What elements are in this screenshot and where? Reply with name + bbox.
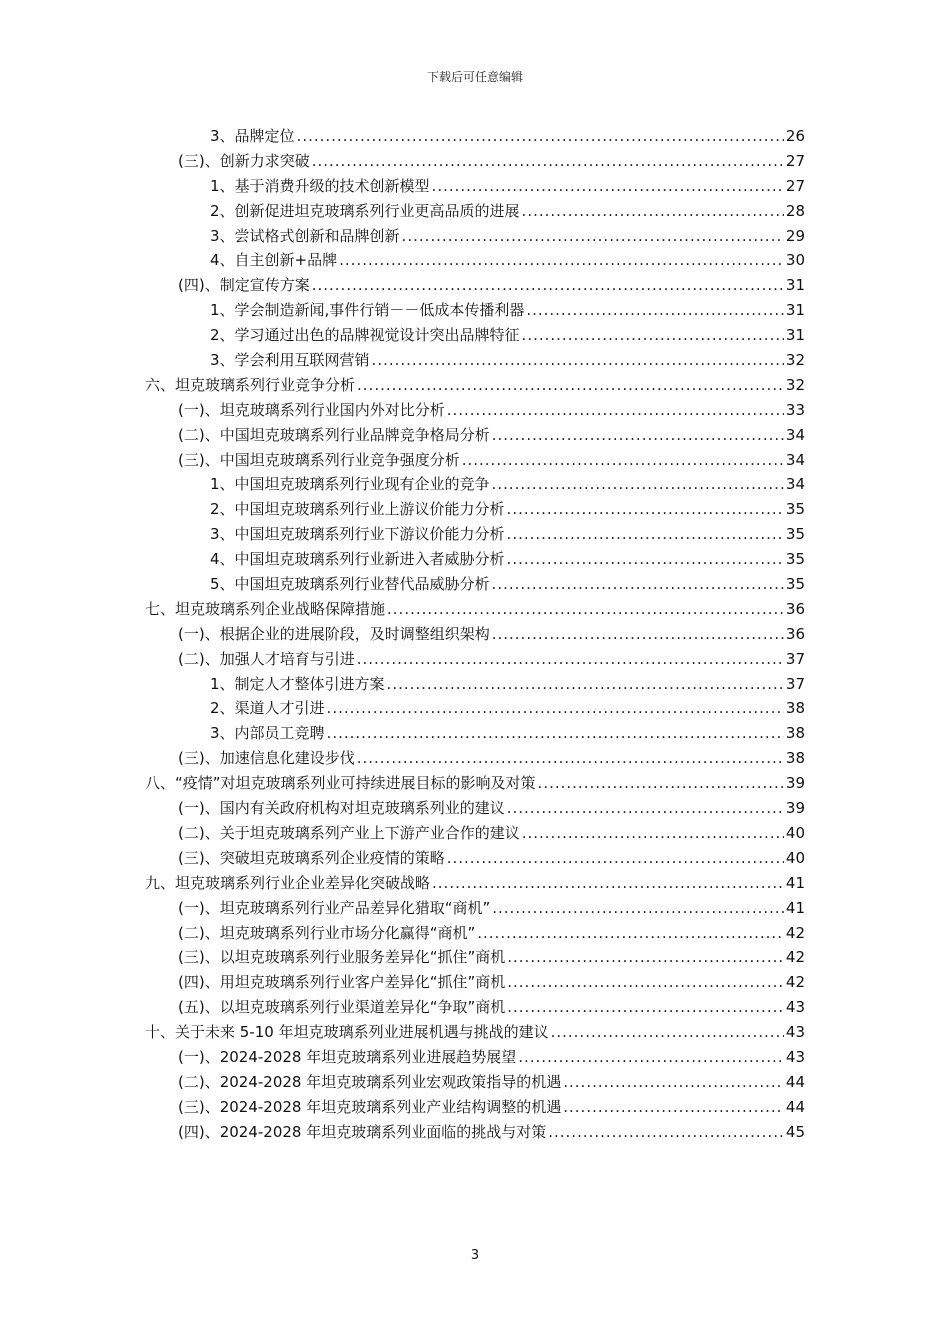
- toc-entry-title: (一)、坦克玻璃系列行业产品差异化猎取“商机”: [178, 898, 491, 917]
- toc-entry-page: 41: [785, 898, 805, 917]
- toc-entry-page: 39: [785, 799, 805, 818]
- toc-entry[interactable]: [0, 796, 950, 821]
- toc-dot-leader: [563, 1095, 784, 1120]
- toc-dot-leader: [477, 921, 784, 946]
- toc-entry-title: (二)、2024-2028 年坦克玻璃系列业宏观政策指导的机遇: [178, 1072, 562, 1091]
- page-header: 下载后可任意编辑: [426, 70, 523, 84]
- toc-entry-title: 3、学会利用互联网营销: [210, 351, 370, 370]
- toc-entry-title: (三)、以坦克玻璃系列行业服务差异化“抓住”商机: [178, 948, 506, 967]
- toc-dot-leader: [387, 597, 784, 622]
- toc-entry-title: (二)、坦克玻璃系列行业市场分化赢得“商机”: [178, 923, 476, 942]
- toc-entry[interactable]: [0, 1045, 950, 1070]
- toc-entry-title: (四)、制定宣传方案: [178, 276, 310, 295]
- toc-entry-title: (四)、用坦克玻璃系列行业客户差异化“抓住”商机: [178, 973, 506, 992]
- toc-entry[interactable]: [0, 224, 950, 249]
- toc-dot-leader: [522, 323, 784, 348]
- toc-dot-leader: [548, 1120, 784, 1145]
- toc-dot-leader: [492, 622, 784, 647]
- toc-entry[interactable]: [0, 672, 950, 697]
- toc-entry-page: 38: [785, 699, 805, 718]
- toc-entry-page: 35: [785, 550, 805, 569]
- toc-entry-page: 33: [785, 400, 805, 419]
- toc-entry[interactable]: [0, 1095, 950, 1120]
- toc-entry-title: (一)、根据企业的进展阶段，及时调整组织架构: [178, 624, 490, 643]
- toc-entry[interactable]: [0, 721, 950, 746]
- toc-entry-title: (一)、国内有关政府机构对坦克玻璃系列业的建议: [178, 799, 505, 818]
- toc-dot-leader: [312, 149, 784, 174]
- toc-entry[interactable]: [0, 423, 950, 448]
- toc-entry[interactable]: [0, 821, 950, 846]
- toc-entry[interactable]: [0, 199, 950, 224]
- toc-entry-title: (二)、中国坦克玻璃系列行业品牌竞争格局分析: [178, 425, 490, 444]
- toc-entry-page: 31: [785, 301, 805, 320]
- toc-dot-leader: [507, 547, 784, 572]
- toc-entry-title: 2、渠道人才引进: [210, 699, 325, 718]
- toc-entry-title: (五)、以坦克玻璃系列行业渠道差异化“争取”商机: [178, 998, 506, 1017]
- toc-dot-leader: [327, 696, 784, 721]
- toc-entry-title: 六、坦克玻璃系列行业竞争分析: [145, 375, 356, 394]
- toc-entry-page: 39: [785, 774, 805, 793]
- toc-entry-title: 七、坦克玻璃系列企业战略保障措施: [145, 599, 386, 618]
- toc-entry-page: 42: [785, 923, 805, 942]
- toc-entry[interactable]: [0, 597, 950, 622]
- toc-entry-page: 42: [785, 973, 805, 992]
- toc-entry[interactable]: [0, 771, 950, 796]
- toc-entry-page: 37: [785, 674, 805, 693]
- toc-entry[interactable]: [0, 1120, 950, 1145]
- toc-entry[interactable]: [0, 398, 950, 423]
- toc-entry[interactable]: [0, 572, 950, 597]
- toc-dot-leader: [526, 298, 784, 323]
- toc-dot-leader: [538, 771, 784, 796]
- toc-entry-title: 4、自主创新+品牌: [210, 251, 338, 270]
- toc-entry-title: 4、中国坦克玻璃系列行业新进入者威胁分析: [210, 550, 505, 569]
- toc-dot-leader: [522, 821, 784, 846]
- toc-entry-title: 2、学习通过出色的品牌视觉设计突出品牌特征: [210, 326, 520, 345]
- toc-entry[interactable]: [0, 896, 950, 921]
- toc-dot-leader: [507, 796, 784, 821]
- toc-dot-leader: [357, 647, 784, 672]
- toc-entry-title: (一)、2024-2028 年坦克玻璃系列业进展趋势展望: [178, 1047, 517, 1066]
- toc-entry-page: 34: [785, 475, 805, 494]
- toc-entry-page: 29: [785, 226, 805, 245]
- toc-entry[interactable]: [0, 647, 950, 672]
- toc-entry[interactable]: [0, 846, 950, 871]
- toc-dot-leader: [447, 846, 784, 871]
- toc-entry-title: 3、尝试格式创新和品牌创新: [210, 226, 400, 245]
- toc-entry[interactable]: [0, 323, 950, 348]
- toc-entry-page: 27: [785, 151, 805, 170]
- toc-dot-leader: [518, 1045, 784, 1070]
- toc-dot-leader: [339, 248, 784, 273]
- toc-dot-leader: [432, 174, 784, 199]
- toc-entry[interactable]: [0, 174, 950, 199]
- toc-entry-title: 十、关于未来 5-10 年坦克玻璃系列业进展机遇与挑战的建议: [145, 1023, 549, 1042]
- toc-entry[interactable]: [0, 522, 950, 547]
- toc-entry-page: 40: [785, 848, 805, 867]
- toc-dot-leader: [522, 199, 784, 224]
- toc-entry-title: (三)、中国坦克玻璃系列行业竞争强度分析: [178, 450, 460, 469]
- toc-entry-page: 40: [785, 823, 805, 842]
- toc-entry-page: 27: [785, 176, 805, 195]
- toc-entry-page: 45: [785, 1122, 805, 1141]
- toc-entry-page: 36: [785, 599, 805, 618]
- toc-entry-page: 35: [785, 575, 805, 594]
- toc-entry-title: (三)、加速信息化建设步伐: [178, 749, 355, 768]
- toc-entry-page: 32: [785, 351, 805, 370]
- toc-entry-page: 34: [785, 425, 805, 444]
- toc-entry[interactable]: [0, 149, 950, 174]
- toc-entry-page: 44: [785, 1072, 805, 1091]
- toc-entry-title: 3、内部员工竞聘: [210, 724, 325, 743]
- toc-entry-title: (四)、2024-2028 年坦克玻璃系列业面临的挑战与对策: [178, 1122, 547, 1141]
- toc-entry-page: 38: [785, 749, 805, 768]
- toc-dot-leader: [447, 398, 784, 423]
- toc-entry-page: 32: [785, 375, 805, 394]
- toc-dot-leader: [312, 273, 784, 298]
- toc-entry-page: 42: [785, 948, 805, 967]
- toc-entry[interactable]: [0, 273, 950, 298]
- toc-entry-page: 41: [785, 873, 805, 892]
- toc-entry-page: 30: [785, 251, 805, 270]
- toc-entry-title: 2、中国坦克玻璃系列行业上游议价能力分析: [210, 500, 505, 519]
- toc-entry[interactable]: [0, 373, 950, 398]
- toc-entry-title: 5、中国坦克玻璃系列行业替代品威胁分析: [210, 575, 490, 594]
- toc-entry-page: 36: [785, 624, 805, 643]
- toc-entry[interactable]: [0, 248, 950, 273]
- toc-entry-title: (三)、创新力求突破: [178, 151, 310, 170]
- toc-dot-leader: [372, 348, 784, 373]
- toc-entry[interactable]: [0, 945, 950, 970]
- toc-dot-leader: [492, 896, 784, 921]
- toc-entry-page: 31: [785, 276, 805, 295]
- toc-entry[interactable]: [0, 348, 950, 373]
- toc-dot-leader: [327, 721, 784, 746]
- toc-entry[interactable]: [0, 871, 950, 896]
- toc-dot-leader: [492, 423, 784, 448]
- toc-entry-title: 3、中国坦克玻璃系列行业下游议价能力分析: [210, 525, 505, 544]
- toc-entry[interactable]: [0, 448, 950, 473]
- toc-entry[interactable]: [0, 298, 950, 323]
- toc-entry[interactable]: [0, 970, 950, 995]
- toc-dot-leader: [357, 373, 784, 398]
- toc-entry-page: 37: [785, 649, 805, 668]
- toc-entry-title: 1、中国坦克玻璃系列行业现有企业的竞争: [210, 475, 490, 494]
- toc-dot-leader: [507, 497, 784, 522]
- toc-entry[interactable]: [0, 1070, 950, 1095]
- toc-dot-leader: [357, 746, 784, 771]
- toc-entry-page: 43: [785, 998, 805, 1017]
- toc-entry-title: 1、制定人才整体引进方案: [210, 674, 385, 693]
- toc-entry-page: 31: [785, 326, 805, 345]
- toc-entry-title: 2、创新促进坦克玻璃系列行业更高品质的进展: [210, 201, 520, 220]
- toc-dot-leader: [507, 970, 784, 995]
- toc-entry[interactable]: [0, 622, 950, 647]
- toc-entry[interactable]: [0, 497, 950, 522]
- toc-entry-title: (三)、突破坦克玻璃系列企业疫情的策略: [178, 848, 445, 867]
- toc-dot-leader: [507, 522, 784, 547]
- toc-dot-leader: [507, 945, 784, 970]
- toc-entry-page: 43: [785, 1047, 805, 1066]
- toc-dot-leader: [492, 472, 784, 497]
- toc-entry-page: 35: [785, 500, 805, 519]
- toc-dot-leader: [507, 995, 784, 1020]
- toc-dot-leader: [402, 224, 784, 249]
- toc-dot-leader: [432, 871, 784, 896]
- toc-entry-title: 3、品牌定位: [210, 127, 295, 145]
- toc-entry[interactable]: [0, 746, 950, 771]
- toc-entry-page: 26: [785, 127, 805, 145]
- toc-entry-page: 35: [785, 525, 805, 544]
- toc-dot-leader: [297, 124, 784, 149]
- toc-dot-leader: [563, 1070, 784, 1095]
- toc-dot-leader: [492, 572, 784, 597]
- toc-entry-title: 九、坦克玻璃系列行业企业差异化突破战略: [145, 873, 431, 892]
- toc-entry[interactable]: [0, 124, 950, 149]
- toc-entry[interactable]: [0, 472, 950, 497]
- toc-entry-title: (一)、坦克玻璃系列行业国内外对比分析: [178, 400, 445, 419]
- toc-entry-page: 43: [785, 1023, 805, 1042]
- toc-entry-title: 1、学会制造新闻,事件行销－－低成本传播利器: [210, 301, 525, 320]
- toc-dot-leader: [387, 672, 784, 697]
- toc-entry-title: 1、基于消费升级的技术创新模型: [210, 176, 430, 195]
- toc-dot-leader: [462, 448, 784, 473]
- page-number: 3: [470, 1248, 480, 1263]
- toc-entry[interactable]: [0, 995, 950, 1020]
- toc-entry[interactable]: [0, 921, 950, 946]
- toc-dot-leader: [551, 1020, 784, 1045]
- toc-entry-page: 34: [785, 450, 805, 469]
- table-of-contents: [0, 124, 950, 1145]
- toc-entry-page: 44: [785, 1097, 805, 1116]
- toc-entry-title: (二)、加强人才培育与引进: [178, 649, 355, 668]
- toc-entry[interactable]: [0, 547, 950, 572]
- toc-entry[interactable]: [0, 696, 950, 721]
- toc-entry-title: (三)、2024-2028 年坦克玻璃系列业产业结构调整的机遇: [178, 1097, 562, 1116]
- toc-entry[interactable]: [0, 1020, 950, 1045]
- toc-entry-page: 28: [785, 201, 805, 220]
- toc-entry-title: (二)、关于坦克玻璃系列产业上下游产业合作的建议: [178, 823, 520, 842]
- toc-entry-title: 八、“疫情”对坦克玻璃系列业可持续进展目标的影响及对策: [145, 774, 536, 793]
- toc-entry-page: 38: [785, 724, 805, 743]
